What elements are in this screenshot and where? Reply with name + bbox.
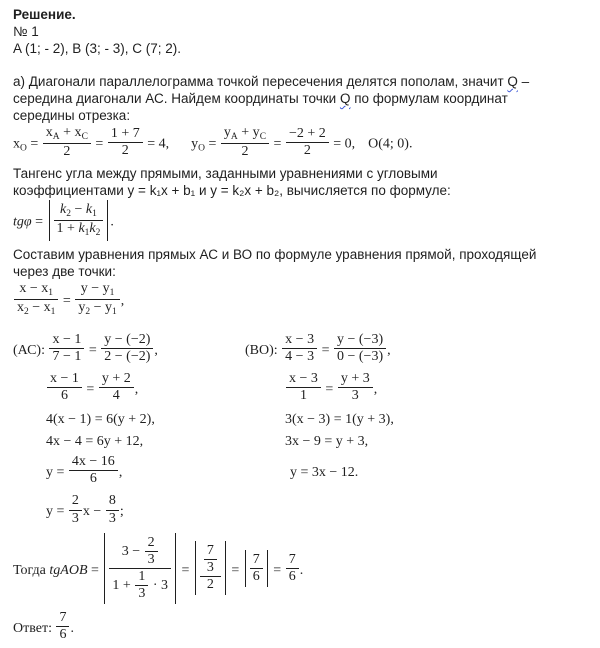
equations-row-1: [13, 331, 590, 370]
bo-equation-4: 3x − 9 = y + 3,: [285, 434, 369, 450]
task-number: № 1: [13, 24, 39, 39]
bo-equation-3: 3(x − 3) = 1(y + 3),: [285, 412, 394, 428]
paragraph-a-line1-pre: а) Диагонали параллелограмма точкой пересечения делятся пополам, значит: [13, 74, 508, 89]
paragraph-a-line1-post: –: [517, 74, 530, 89]
paragraph-a-line3: середины отрезка:: [13, 108, 131, 123]
given-points: A (1; - 2), B (3; - 3), C (7; 2).: [13, 41, 182, 56]
ac-equation-1: (АС): $\frac{x - 1}{7 - 1}$ = $\frac{y - (-2)}{2 - (-2)}$ ,: [13, 331, 158, 364]
equations-row-6: [13, 492, 590, 531]
tangent-definition-line2: коэффициентами y = k₁x + b₁ и y = k₂x + b₂, вычисляется по формуле:: [13, 183, 451, 199]
paragraph-a-line2-post: по формулам координат: [350, 91, 508, 106]
bo-equation-2: $\frac{x - 3}{1}$ = $\frac{y + 3}{3}$ ,: [245, 370, 590, 409]
bo-equation-1: (ВО): $\frac{x - 3}{4 - 3}$ = $\frac{y - (-3)}{0 - (-3)}$ ,: [245, 331, 391, 364]
blank-line: [13, 323, 590, 331]
formula-two-point: $\frac{x - x_1}{x_2 - x_1}$ = $\frac{y - y_1}{y_2 - y_1}$ ,: [13, 280, 590, 323]
spellcheck-word-q: Q: [507, 74, 518, 89]
equations-row-3: [13, 409, 590, 431]
equations-row-2: [13, 370, 590, 409]
ac-equation-3: 4(x − 1) = 6(y + 2),: [46, 412, 155, 428]
answer-line: Ответ: $\frac{7}{6}$ .: [13, 610, 74, 643]
formula-then-tangent-aob: Тогда tgAOB = 3 − $\frac{2}{3}$ 1 + $\frac{1}{3}$ · 3 = $\frac{\frac{7}{3}}{2}$ = $\frac{7}{6}$ = $\frac{7}{6}$ .: [13, 532, 590, 609]
blank-line: [13, 57, 590, 73]
bo-equation-5: y = 3x − 12.: [290, 464, 359, 480]
ac-equation-5: y = $\frac{4x - 16}{6}$ ,: [46, 454, 123, 487]
paragraph-a-line2: [13, 90, 590, 107]
compose-lines-line2: через две точки:: [13, 263, 116, 279]
equations-row-5: [13, 453, 590, 492]
ac-equation-6: y = $\frac{2}{3}$ x − $\frac{8}{3}$ ;: [46, 493, 124, 526]
formula-tangent: tgφ = $\frac{k_2 - k_1}{1 + k_1k_2}$ .: [13, 199, 590, 246]
spellcheck-word-q: Q: [339, 91, 351, 106]
tangent-definition-line1: Тангенс угла между прямыми, заданными уравнениями с угловыми: [13, 166, 438, 182]
formula-midpoint: $x_O$ = $\frac{x_A + x_C}{2}$ = $\frac{1 + 7}{2}$ = 4, $y_O$ = $\frac{y_A + y_C}{2}$ = $\frac{-2 + 2}{2}$ = 0, O(4; 0).: [13, 125, 413, 159]
paragraph-a-line1: [13, 73, 590, 90]
compose-lines-line1: Составим уравнения прямых АС и ВО по формуле уравнения прямой, проходящей: [13, 246, 537, 262]
ac-equation-2: $\frac{x - 1}{6}$ = $\frac{y + 2}{4}$ ,: [13, 370, 245, 409]
solution-title: Решение.: [13, 7, 76, 22]
equations-row-4: [13, 431, 590, 453]
paragraph-a-line2-pre: середина диагонали АС. Найдем координаты точки: [13, 91, 340, 106]
ac-equation-4: 4x − 4 = 6y + 12,: [46, 434, 144, 450]
